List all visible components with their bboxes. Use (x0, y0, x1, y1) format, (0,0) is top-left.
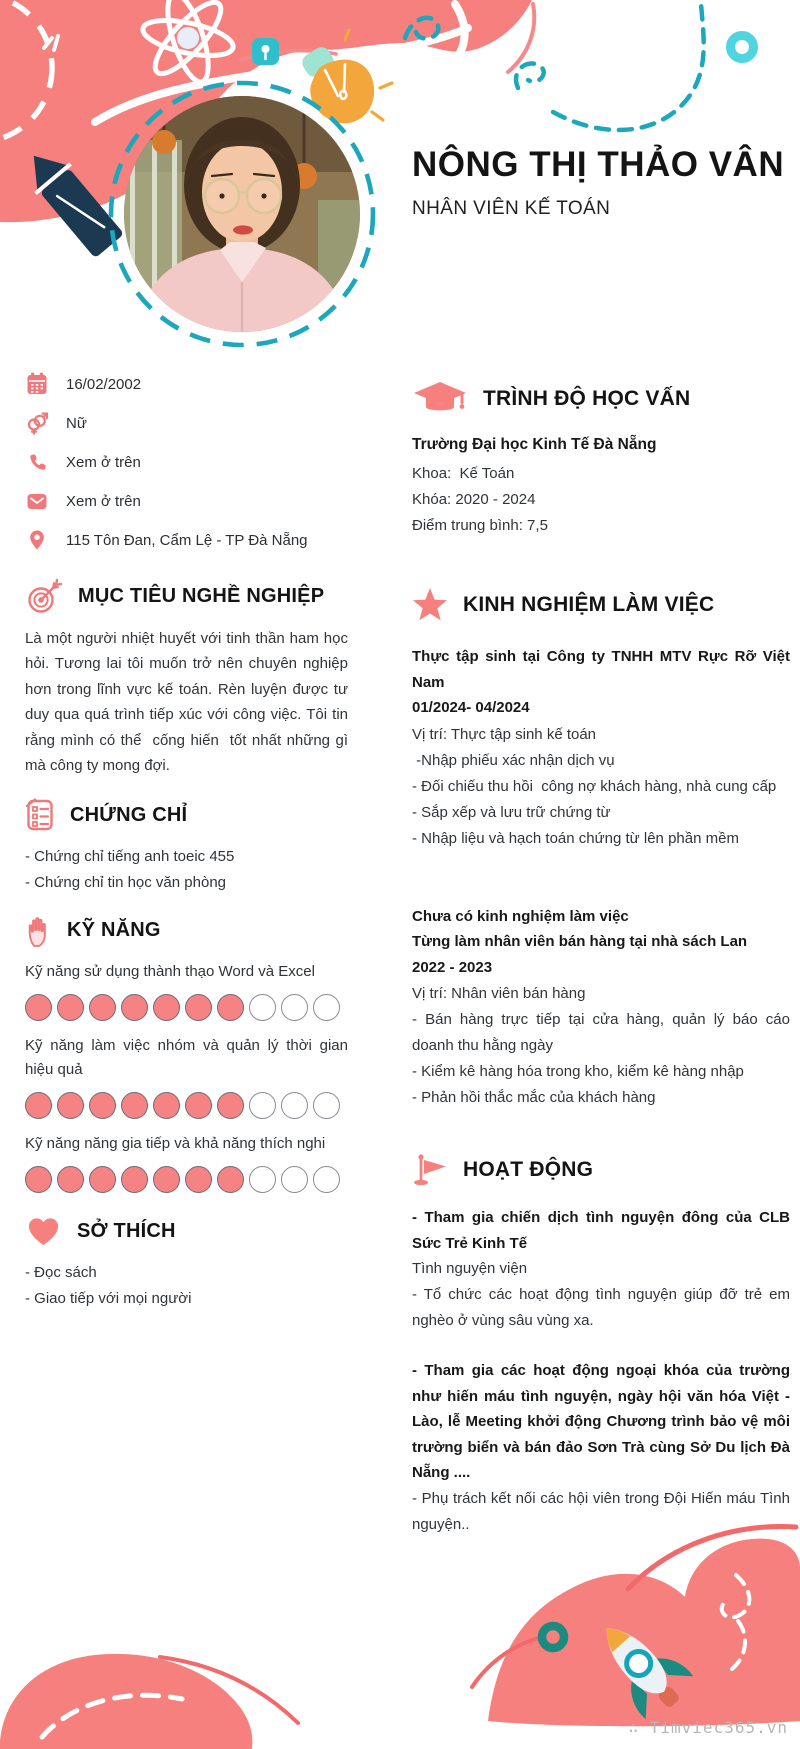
job-detail: Vị trí: Nhân viên bán hàng (412, 985, 586, 1002)
job-detail: - Phản hồi thắc mắc của khách hàng (412, 1089, 656, 1106)
contact-row-address (25, 528, 348, 552)
skill-dot (185, 994, 212, 1021)
job-detail: Vị trí: Thực tập sinh kế toán (412, 725, 597, 743)
hand-icon (25, 914, 52, 947)
job-title: Chưa có kinh nghiệm làm việc (412, 907, 629, 925)
star-icon (412, 587, 448, 622)
education-detail: Điểm trung bình: 7,5 (412, 517, 548, 534)
skill-dot (89, 994, 116, 1021)
pennant-flag-icon (412, 1153, 448, 1187)
hobbies-title: SỞ THÍCH (77, 1220, 176, 1243)
skill-dot (25, 1092, 52, 1119)
teal-square-icon (252, 38, 279, 65)
skill-dot (217, 1166, 244, 1193)
section-header-objective (25, 578, 348, 615)
skill-dot (281, 1092, 308, 1119)
graduation-cap-icon (412, 380, 468, 418)
skill-label: Kỹ năng làm việc nhóm và quản lý thời gian hiệu quả (25, 1037, 348, 1079)
skill-dot (217, 994, 244, 1021)
skill-label: Kỹ năng năng gia tiếp và khả năng thích nghi (25, 1135, 326, 1153)
email-value: Xem ở trên (66, 492, 141, 510)
activity-entry (412, 1205, 795, 1334)
skill-item (25, 1132, 348, 1193)
heart-icon (25, 1215, 62, 1248)
skill-dot (57, 1092, 84, 1119)
job-title: Thực tập sinh tại Công ty TNHH MTV Rực Rỡ Việt Nam (412, 648, 795, 691)
skill-label: Kỹ năng sử dụng thành thạo Word và Excel (25, 963, 315, 981)
job-period: 01/2024- 04/2024 (412, 699, 530, 716)
contact-row-phone (25, 450, 348, 474)
calendar-icon (25, 372, 49, 396)
skill-dot (313, 1092, 340, 1119)
section-header-certificates (25, 798, 348, 832)
right-column (412, 372, 795, 1538)
objective-title: MỤC TIÊU NGHỀ NGHIỆP (78, 585, 325, 607)
skill-dot (57, 1166, 84, 1193)
job-detail: - Kiểm kê hàng hóa trong kho, kiểm kê hàng nhập (412, 1063, 744, 1080)
job-subtitle: Từng làm nhân viên bán hàng tại nhà sách Lan (412, 933, 748, 950)
phone-value: Xem ở trên (66, 453, 141, 471)
skill-dot (217, 1092, 244, 1119)
skill-dot (313, 1166, 340, 1193)
skill-dot (281, 1166, 308, 1193)
phone-icon (25, 450, 49, 474)
skill-dot (25, 1166, 52, 1193)
skill-dot (153, 994, 180, 1021)
skill-dot (249, 1092, 276, 1119)
objective-body: Là một người nhiệt huyết với tinh thần ham học hỏi. Tương lai tôi muốn trở nên chuyên nghiệp hơn trong lĩnh vực kế toán. Rèn luyện được tư duy qua quá trình tiếp xúc với công việc. Tôi tin rằng mình có thể cống hiến tốt nhất những gì mà công ty mong đợi. (25, 630, 353, 775)
activity-highlight: - Tham gia chiến dịch tình nguyện đông của CLB Sức Trẻ Kinh Tế (412, 1209, 795, 1252)
education-school: Trường Đại học Kinh Tế Đà Nẵng (412, 436, 657, 453)
skill-dot (121, 1166, 148, 1193)
job-detail: -Nhập phiếu xác nhận dịch vụ (412, 751, 615, 769)
activity-highlight: - Tham gia các hoạt động ngoại khóa của trường như hiến máu tình nguyện, ngày hội văn hóa Việt -Lào, lễ Meeting khởi động Chương trình bảo vệ môi trường biển và bán đảo Sơn Trà cùng Sở Du lịch Đà Nẵng .... (412, 1362, 795, 1481)
gender-value: Nữ (66, 414, 87, 432)
left-column (25, 372, 353, 1312)
experience-job (412, 644, 795, 852)
skills-title: KỸ NĂNG (67, 919, 161, 942)
experience-job (412, 904, 795, 1112)
pink-dome-bottom-left (0, 1654, 252, 1749)
skill-dot (153, 1092, 180, 1119)
activities-title: HOẠT ĐỘNG (463, 1158, 594, 1181)
education-detail: Khoa: Kế Toán (412, 465, 515, 482)
skill-dot (25, 994, 52, 1021)
skill-rating (25, 994, 348, 1021)
skill-item (25, 1034, 348, 1119)
location-pin-icon (25, 528, 49, 552)
experience-title: KINH NGHIỆM LÀM VIỆC (463, 592, 715, 616)
hobby-item: - Đọc sách (25, 1264, 97, 1282)
contact-row-gender (25, 411, 348, 435)
job-period: 2022 - 2023 (412, 958, 493, 976)
job-detail: - Nhập liệu và hạch toán chứng từ lên phần mềm (412, 829, 739, 847)
candidate-role: NHÂN VIÊN KẾ TOÁN (412, 197, 611, 219)
skill-dot (121, 994, 148, 1021)
job-detail: - Bán hàng trực tiếp tại cửa hàng, quản lý báo cáo doanh thu hằng ngày (412, 1011, 795, 1054)
teal-donut-icon (731, 36, 754, 59)
skill-dot (249, 994, 276, 1021)
section-header-hobbies (25, 1215, 348, 1248)
section-header-activities (412, 1153, 790, 1187)
job-detail: - Đối chiếu thu hồi công nợ khách hàng, nhà cung cấp (412, 777, 777, 795)
section-header-education (412, 380, 790, 418)
job-detail: - Sắp xếp và lưu trữ chứng từ (412, 803, 611, 821)
hobby-item: - Giao tiếp với mọi người (25, 1290, 192, 1308)
skill-rating (25, 1166, 348, 1193)
contact-list (25, 372, 348, 552)
skill-dot (281, 994, 308, 1021)
skill-dot (249, 1166, 276, 1193)
skill-dot (153, 1166, 180, 1193)
education-title: TRÌNH ĐỘ HỌC VẤN (483, 387, 691, 410)
skill-dot (89, 1166, 116, 1193)
watermark: ∴ Timviec365.vn (628, 1718, 788, 1737)
certificate-item: - Chứng chỉ tin học văn phòng (25, 874, 226, 892)
contact-row-email (25, 489, 348, 513)
address-value: 115 Tôn Đan, Cẩm Lệ - TP Đà Nẵng (66, 531, 308, 549)
skill-dot (89, 1092, 116, 1119)
section-header-skills (25, 914, 348, 947)
activity-detail: Tình nguyện viện (412, 1260, 528, 1277)
activity-entry (412, 1358, 795, 1538)
education-detail: Khóa: 2020 - 2024 (412, 491, 536, 508)
certificate-item: - Chứng chỉ tiếng anh toeic 455 (25, 848, 235, 866)
birthday-value: 16/02/2002 (66, 375, 142, 393)
checklist-icon (25, 798, 55, 832)
candidate-name: NÔNG THỊ THẢO VÂN (412, 145, 785, 184)
target-dart-icon (25, 578, 63, 615)
footer-decoration (0, 1515, 800, 1749)
activity-detail: - Tổ chức các hoạt động tình nguyện giúp đỡ trẻ em nghèo ở vùng sâu vùng xa. (412, 1286, 795, 1329)
contact-row-birthday (25, 372, 348, 396)
email-icon (25, 489, 49, 513)
skill-dot (185, 1166, 212, 1193)
activity-detail: - Phụ trách kết nối các hội viên trong Đội Hiến máu Tình nguyện.. (412, 1489, 795, 1533)
gender-icon (25, 411, 49, 435)
skill-item (25, 960, 348, 1021)
skill-rating (25, 1092, 348, 1119)
skill-dot (185, 1092, 212, 1119)
skill-dot (313, 994, 340, 1021)
section-header-experience (412, 587, 790, 622)
skill-dot (121, 1092, 148, 1119)
profile-photo (108, 80, 376, 348)
skill-dot (57, 994, 84, 1021)
certificates-title: CHỨNG CHỈ (70, 803, 188, 826)
